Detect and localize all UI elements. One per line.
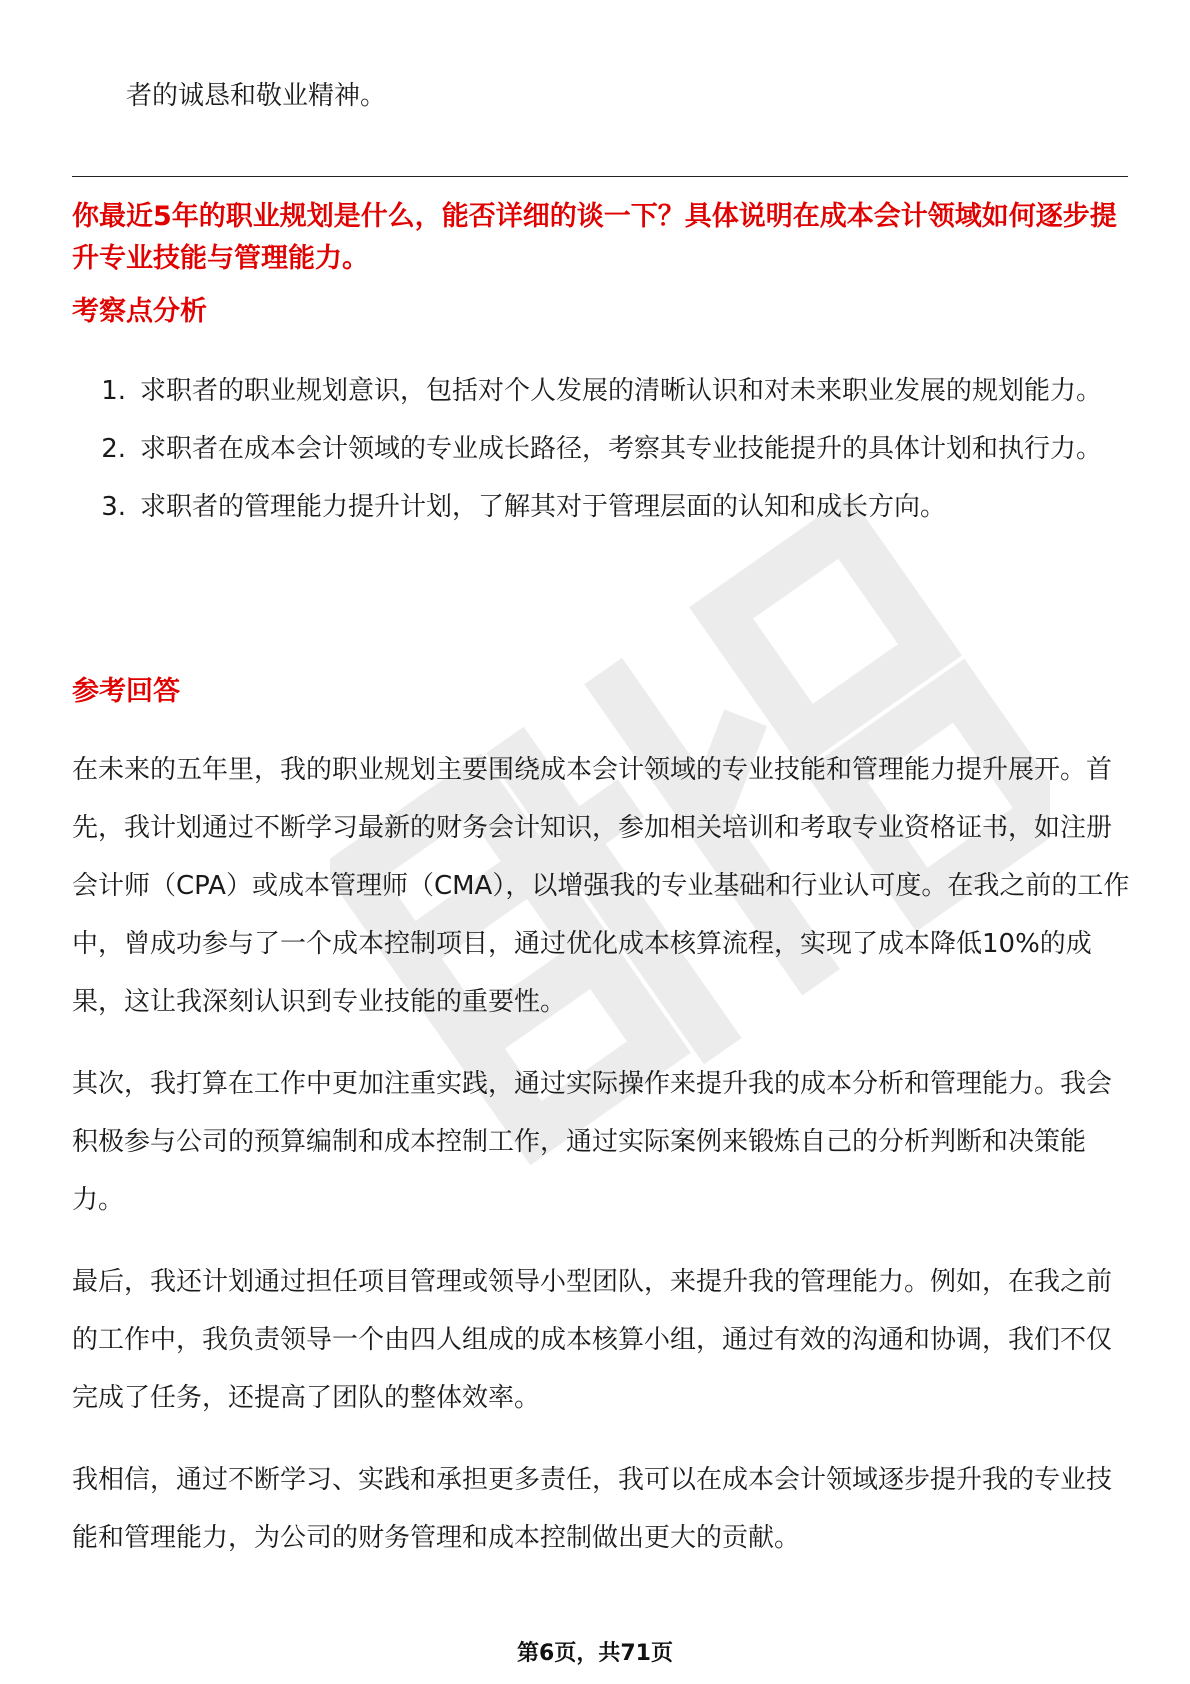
analysis-points-list <box>72 362 1132 536</box>
list-number: 3. <box>101 492 126 522</box>
answer-paragraph: 最后，我还计划通过担任项目管理或领导小型团队，来提升我的管理能力。例如，在我之前的工作中，我负责领导一个由四人组成的成本核算小组，通过有效的沟通和协调，我们不仅完成了任务，还提高了团队的整体效率。 <box>72 1267 1113 1413</box>
reference-answer-heading: 参考回答 <box>72 676 180 707</box>
list-item-text: 求职者在成本会计领域的专业成长路径，考察其专业技能提升的具体计划和执行力。 <box>140 434 1103 464</box>
list-number: 1. <box>101 376 126 406</box>
analysis-heading: 考察点分析 <box>72 296 207 327</box>
answer-paragraph: 其次，我打算在工作中更加注重实践，通过实际操作来提升我的成本分析和管理能力。我会积极参与公司的预算编制和成本控制工作，通过实际案例来锻炼自己的分析判断和决策能力。 <box>72 1069 1113 1215</box>
answer-paragraph: 我相信，通过不断学习、实践和承担更多责任，我可以在成本会计领域逐步提升我的专业技能和管理能力，为公司的财务管理和成本控制做出更大的贡献。 <box>72 1465 1113 1553</box>
continuation-text: 者的诚恳和敬业精神。 <box>126 81 387 111</box>
list-item <box>72 420 1132 478</box>
page-number: 第6页，共71页 <box>517 1641 673 1666</box>
section-divider <box>72 176 1128 177</box>
list-item <box>72 362 1132 420</box>
interview-question: 你最近5年的职业规划是什么，能否详细的谈一下？具体说明在成本会计领域如何逐步提升专业技能与管理能力。 <box>72 201 1117 274</box>
list-item-text: 求职者的职业规划意识，包括对个人发展的清晰认识和对未来职业发展的规划能力。 <box>140 376 1103 406</box>
list-number: 2. <box>101 434 126 464</box>
list-item <box>72 478 1132 536</box>
list-item-text: 求职者的管理能力提升计划，了解其对于管理层面的认知和成长方向。 <box>140 492 947 522</box>
answer-paragraph: 在未来的五年里，我的职业规划主要围绕成本会计领域的专业技能和管理能力提升展开。首先，我计划通过不断学习最新的财务会计知识，参加相关培训和考取专业资格证书，如注册会计师（CPA）或成本管理师（CMA），以增强我的专业基础和行业认可度。在我之前的工作中，曾成功参与了一个成本控制项目，通过优化成本核算流程，实现了成本降低10%的成果，这让我深刻认识到专业技能的重要性。 <box>72 755 1130 1017</box>
